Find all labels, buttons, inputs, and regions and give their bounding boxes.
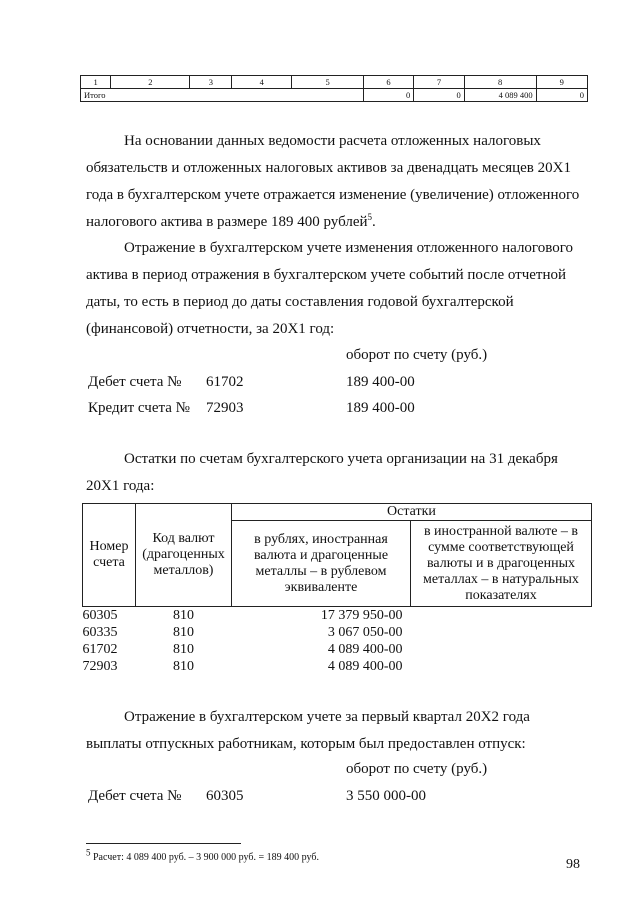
col-4-header: 4 — [232, 76, 292, 89]
row-rub: 3 067 050-00 — [327, 625, 403, 640]
entry2-debit-account: 60305 — [206, 788, 244, 804]
para2-line-2: актива в период отражения в бухгалтерском учете событий после отчетной — [86, 267, 567, 283]
para1-line-3: года в бухгалтерском учете отражается изменение (увеличение) отложенного — [86, 187, 580, 203]
page-number: 98 — [566, 857, 580, 872]
entry1-debit-amount: 189 400-00 — [346, 374, 415, 390]
col-6-header: 6 — [363, 76, 413, 89]
entry2-debit-amount: 3 550 000-00 — [346, 788, 426, 804]
row-foreign — [411, 624, 592, 641]
table-row — [83, 624, 592, 641]
summary-table — [80, 75, 588, 102]
paragraph-reflection — [86, 235, 582, 343]
total-col-8: 4 089 400 — [464, 89, 536, 102]
col-9-header: 9 — [536, 76, 587, 89]
balances-header-row-1 — [83, 504, 592, 521]
row-account: 60305 — [82, 608, 118, 623]
para2-line-4: (финансовой) отчетности, за 20Х1 год: — [86, 321, 335, 337]
para4-line-2: выплаты отпускных работникам, которым был предоставлен отпуск: — [86, 736, 526, 752]
col-balances-group-header: Остатки — [232, 504, 592, 521]
row-code: 810 — [173, 608, 194, 623]
col-3-header: 3 — [190, 76, 232, 89]
entry2-turnover-label: оборот по счету (руб.) — [346, 761, 488, 777]
footnote-ref: 5 — [367, 212, 373, 222]
entry1-credit-label: Кредит счета № — [88, 400, 190, 416]
total-col-9: 0 — [536, 89, 587, 102]
row-code: 810 — [173, 625, 194, 640]
col-7-header: 7 — [414, 76, 464, 89]
entry1-debit-label: Дебет счета № — [88, 374, 182, 390]
row-foreign — [411, 658, 592, 675]
para1-line-4-tail: . — [372, 214, 376, 230]
col-2-header: 2 — [111, 76, 190, 89]
total-col-6: 0 — [363, 89, 413, 102]
para1-line-1: На основании данных ведомости расчета отложенных налоговых — [124, 133, 541, 149]
col-8-header: 8 — [464, 76, 536, 89]
entry1-debit-account: 61702 — [206, 374, 244, 390]
row-foreign — [411, 607, 592, 625]
balances-table — [82, 503, 592, 675]
row-code: 810 — [173, 642, 194, 657]
row-account: 60335 — [82, 625, 118, 640]
para1-line-4: налогового актива в размере 189 400 рублей — [86, 214, 368, 230]
row-account: 61702 — [82, 642, 118, 657]
entry1-credit-account: 72903 — [206, 400, 244, 416]
para3-line-2: 20Х1 года: — [86, 478, 155, 494]
col-account-header: Номер счета — [83, 504, 136, 607]
footnote-number: 5 — [86, 847, 91, 858]
row-rub: 4 089 400-00 — [327, 659, 403, 674]
col-currency-header: Код валют (драгоценных металлов) — [136, 504, 232, 607]
paragraph-vacation-pay — [86, 704, 582, 758]
col-rub-header: в рублях, иностранная валюта и драгоценные металлы – в рублевом эквиваленте — [232, 521, 411, 607]
para3-line-1: Остатки по счетам бухгалтерского учета организации на 31 декабря — [124, 451, 558, 467]
table-row — [83, 607, 592, 625]
row-rub: 4 089 400-00 — [327, 642, 403, 657]
row-account: 72903 — [82, 659, 118, 674]
table-row — [83, 641, 592, 658]
paragraph-balances — [86, 446, 582, 500]
total-label: Итого — [81, 89, 364, 102]
footnote-divider — [86, 843, 241, 844]
para2-line-3: даты, то есть в период до даты составления годовой бухгалтерской — [86, 294, 514, 310]
row-code: 810 — [173, 659, 194, 674]
col-1-header: 1 — [81, 76, 111, 89]
col-5-header: 5 — [292, 76, 364, 89]
col-foreign-header: в иностранной валюте – в сумме соответствующей валюты и в драгоценных металлах – в натуральных показателях — [411, 521, 592, 607]
total-col-7: 0 — [414, 89, 464, 102]
footnote — [86, 847, 319, 863]
para4-line-1: Отражение в бухгалтерском учете за первый квартал 20Х2 года — [124, 709, 530, 725]
entry1-credit-amount: 189 400-00 — [346, 400, 415, 416]
footnote-text: Расчет: 4 089 400 руб. – 3 900 000 руб. = 189 400 руб. — [93, 852, 319, 863]
entry1-turnover-label: оборот по счету (руб.) — [346, 347, 488, 363]
paragraph-deferred-tax-asset — [86, 128, 582, 236]
para1-line-2: обязательств и отложенных налоговых активов за двенадцать месяцев 20Х1 — [86, 160, 571, 176]
row-foreign — [411, 641, 592, 658]
summary-table-total-row — [81, 89, 588, 102]
para2-line-1: Отражение в бухгалтерском учете изменения отложенного налогового — [124, 240, 573, 256]
entry2-debit-label: Дебет счета № — [88, 788, 182, 804]
row-rub: 17 379 950-00 — [320, 608, 403, 623]
summary-table-header-row — [81, 76, 588, 89]
table-row — [83, 658, 592, 675]
